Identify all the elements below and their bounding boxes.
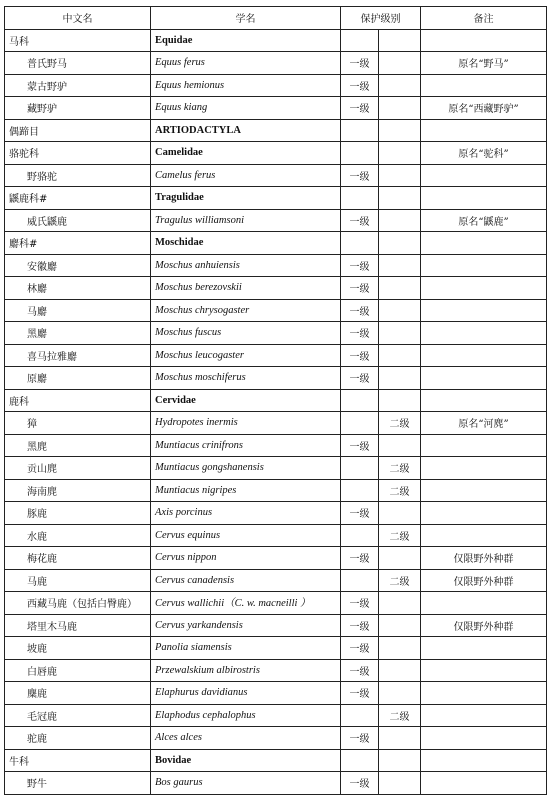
chinese-name-cell: 塔里木马鹿 <box>5 614 151 637</box>
scientific-name-text: Muntiacus nigripes <box>155 484 237 496</box>
level-two-cell <box>379 367 421 390</box>
header-remarks: 备注 <box>421 7 547 30</box>
remarks-cell: 仅限野外种群 <box>421 614 547 637</box>
remarks-cell <box>421 524 547 547</box>
chinese-name-cell: 喜马拉雅麝 <box>5 344 151 367</box>
scientific-name-cell <box>151 164 341 187</box>
level-two-cell <box>379 614 421 637</box>
level-two-cell <box>379 97 421 120</box>
remarks-cell <box>421 344 547 367</box>
chinese-name-cell: 鹿科 <box>5 389 151 412</box>
level-two-cell: 二级 <box>379 569 421 592</box>
scientific-name-text: Moschus chrysogaster <box>155 304 250 316</box>
remarks-cell <box>421 637 547 660</box>
scientific-name-cell <box>151 682 341 705</box>
level-one-cell: 一级 <box>341 164 379 187</box>
species-row <box>5 412 547 435</box>
scientific-name-cell <box>151 524 341 547</box>
species-row <box>5 659 547 682</box>
taxon-group-row <box>5 232 547 255</box>
scientific-name-text: Elaphurus davidianus <box>155 687 248 699</box>
remarks-cell <box>421 232 547 255</box>
scientific-name-cell <box>151 29 341 52</box>
level-two-cell <box>379 299 421 322</box>
species-row <box>5 772 547 795</box>
chinese-name-cell: 威氏鼷鹿 <box>5 209 151 232</box>
chinese-name-cell: 马鹿 <box>5 569 151 592</box>
scientific-name-cell <box>151 592 341 615</box>
remarks-cell <box>421 704 547 727</box>
scientific-name-cell <box>151 479 341 502</box>
level-two-cell <box>379 74 421 97</box>
chinese-name-cell: 驼鹿 <box>5 727 151 750</box>
chinese-name-cell: 马麝 <box>5 299 151 322</box>
scientific-name-cell <box>151 299 341 322</box>
species-row <box>5 479 547 502</box>
header-chinese-name: 中文名 <box>5 7 151 30</box>
species-row <box>5 614 547 637</box>
species-row <box>5 457 547 480</box>
chinese-name-cell: 坡鹿 <box>5 637 151 660</box>
species-row <box>5 704 547 727</box>
species-row <box>5 569 547 592</box>
species-row <box>5 322 547 345</box>
level-two-cell <box>379 254 421 277</box>
level-one-cell <box>341 479 379 502</box>
remarks-cell <box>421 187 547 210</box>
level-two-cell <box>379 389 421 412</box>
level-one-cell: 一级 <box>341 344 379 367</box>
scientific-name-text: Muntiacus gongshanensis <box>155 462 264 474</box>
level-two-cell: 二级 <box>379 457 421 480</box>
scientific-name-cell <box>151 569 341 592</box>
scientific-name-text: Moschus berezovskii <box>155 282 242 294</box>
level-one-cell: 一级 <box>341 367 379 390</box>
scientific-name-cell <box>151 457 341 480</box>
level-one-cell: 一级 <box>341 614 379 637</box>
scientific-name-cell <box>151 322 341 345</box>
chinese-name-cell: 梅花鹿 <box>5 547 151 570</box>
remarks-cell: 仅限野外种群 <box>421 569 547 592</box>
level-two-cell <box>379 344 421 367</box>
scientific-name-text: Equus ferus <box>155 57 205 69</box>
level-one-cell: 一级 <box>341 772 379 795</box>
scientific-name-text: Equus hemionus <box>155 79 225 91</box>
scientific-name-text: Cervus wallichii <box>155 598 225 610</box>
scientific-name-text: Moschus fuscus <box>155 327 222 339</box>
level-two-cell <box>379 209 421 232</box>
level-two-cell <box>379 277 421 300</box>
scientific-name-cell <box>151 232 341 255</box>
level-two-cell <box>379 727 421 750</box>
scientific-name-cell <box>151 74 341 97</box>
remarks-cell <box>421 592 547 615</box>
level-two-cell <box>379 659 421 682</box>
level-one-cell: 一级 <box>341 637 379 660</box>
level-one-cell <box>341 457 379 480</box>
scientific-name-cell <box>151 434 341 457</box>
level-one-cell: 一级 <box>341 682 379 705</box>
remarks-cell: 原名“野马” <box>421 52 547 75</box>
chinese-name-cell: 林麝 <box>5 277 151 300</box>
table-header <box>5 7 547 30</box>
remarks-cell <box>421 367 547 390</box>
level-two-cell <box>379 682 421 705</box>
chinese-name-cell: 鼷鹿科# <box>5 187 151 210</box>
scientific-name-cell <box>151 119 341 142</box>
chinese-name-cell: 黑麝 <box>5 322 151 345</box>
scientific-name-subspecies: （C. w. macneilli ） <box>224 598 311 610</box>
chinese-name-cell: 普氏野马 <box>5 52 151 75</box>
scientific-name-text: Bovidae <box>155 754 192 766</box>
scientific-name-text: Hydropotes inermis <box>155 417 238 429</box>
remarks-cell <box>421 29 547 52</box>
scientific-name-cell <box>151 772 341 795</box>
scientific-name-cell <box>151 254 341 277</box>
remarks-cell: 原名“驼科” <box>421 142 547 165</box>
chinese-name-cell: 毛冠鹿 <box>5 704 151 727</box>
remarks-cell <box>421 434 547 457</box>
remarks-cell: 原名“西藏野驴” <box>421 97 547 120</box>
level-one-cell: 一级 <box>341 502 379 525</box>
level-two-cell <box>379 637 421 660</box>
chinese-name-cell: 海南麂 <box>5 479 151 502</box>
chinese-name-cell: 豚鹿 <box>5 502 151 525</box>
scientific-name-text: Cervus canadensis <box>155 574 235 586</box>
header-protection-level: 保护级别 <box>341 7 421 30</box>
scientific-name-cell <box>151 344 341 367</box>
scientific-name-text: Cervus yarkandensis <box>155 619 243 631</box>
level-one-cell: 一级 <box>341 277 379 300</box>
species-row <box>5 592 547 615</box>
species-row <box>5 164 547 187</box>
scientific-name-cell <box>151 547 341 570</box>
scientific-name-cell <box>151 142 341 165</box>
chinese-name-cell: 马科 <box>5 29 151 52</box>
level-one-cell <box>341 119 379 142</box>
taxon-group-row <box>5 29 547 52</box>
scientific-name-cell <box>151 187 341 210</box>
remarks-cell <box>421 727 547 750</box>
level-one-cell: 一级 <box>341 322 379 345</box>
remarks-cell <box>421 457 547 480</box>
scientific-name-text: Moschus anhuiensis <box>155 259 240 271</box>
remarks-cell <box>421 682 547 705</box>
taxon-group-row <box>5 389 547 412</box>
level-two-cell <box>379 119 421 142</box>
level-two-cell <box>379 772 421 795</box>
species-row <box>5 727 547 750</box>
species-row <box>5 524 547 547</box>
species-row <box>5 97 547 120</box>
level-one-cell: 一级 <box>341 727 379 750</box>
scientific-name-cell <box>151 97 341 120</box>
scientific-name-cell <box>151 52 341 75</box>
remarks-cell: 仅限野外种群 <box>421 547 547 570</box>
chinese-name-cell: 蒙古野驴 <box>5 74 151 97</box>
scientific-name-text: Equidae <box>155 34 193 46</box>
scientific-name-cell <box>151 727 341 750</box>
chinese-name-cell: 麝科# <box>5 232 151 255</box>
remarks-cell <box>421 502 547 525</box>
species-row <box>5 434 547 457</box>
scientific-name-cell <box>151 209 341 232</box>
taxon-group-row <box>5 749 547 772</box>
table-body <box>5 29 547 794</box>
chinese-name-cell: 原麝 <box>5 367 151 390</box>
remarks-cell: 原名“河麂” <box>421 412 547 435</box>
level-two-cell <box>379 322 421 345</box>
level-two-cell <box>379 142 421 165</box>
remarks-cell <box>421 164 547 187</box>
scientific-name-cell <box>151 614 341 637</box>
remarks-cell <box>421 479 547 502</box>
chinese-name-cell: 牛科 <box>5 749 151 772</box>
level-one-cell: 一级 <box>341 74 379 97</box>
scientific-name-cell <box>151 659 341 682</box>
level-one-cell: 一级 <box>341 659 379 682</box>
species-row <box>5 74 547 97</box>
level-one-cell: 一级 <box>341 434 379 457</box>
taxon-group-row <box>5 142 547 165</box>
chinese-name-cell: 贡山麂 <box>5 457 151 480</box>
remarks-cell <box>421 389 547 412</box>
remarks-cell <box>421 277 547 300</box>
level-one-cell <box>341 704 379 727</box>
level-two-cell <box>379 29 421 52</box>
remarks-cell <box>421 322 547 345</box>
level-two-cell: 二级 <box>379 479 421 502</box>
species-row <box>5 209 547 232</box>
scientific-name-text: Camelidae <box>155 147 203 159</box>
chinese-name-cell: 西藏马鹿（包括白臀鹿） <box>5 592 151 615</box>
scientific-name-cell <box>151 277 341 300</box>
level-one-cell: 一级 <box>341 254 379 277</box>
level-one-cell <box>341 569 379 592</box>
scientific-name-text: Camelus ferus <box>155 169 216 181</box>
level-two-cell <box>379 187 421 210</box>
chinese-name-cell: 骆驼科 <box>5 142 151 165</box>
taxon-group-row <box>5 119 547 142</box>
chinese-name-cell: 野牛 <box>5 772 151 795</box>
remarks-cell <box>421 299 547 322</box>
scientific-name-cell <box>151 502 341 525</box>
scientific-name-cell <box>151 749 341 772</box>
species-row <box>5 502 547 525</box>
scientific-name-text: Bos gaurus <box>155 777 203 789</box>
scientific-name-text: Muntiacus crinifrons <box>155 439 243 451</box>
scientific-name-cell <box>151 367 341 390</box>
species-protection-table <box>4 6 547 795</box>
chinese-name-cell: 偶蹄目 <box>5 119 151 142</box>
scientific-name-text: Equus kiang <box>155 102 208 114</box>
chinese-name-cell: 藏野驴 <box>5 97 151 120</box>
scientific-name-text: Elaphodus cephalophus <box>155 709 256 721</box>
species-row <box>5 682 547 705</box>
chinese-name-cell: 獐 <box>5 412 151 435</box>
scientific-name-text: Tragulus williamsoni <box>155 214 244 226</box>
remarks-cell <box>421 119 547 142</box>
level-two-cell <box>379 547 421 570</box>
scientific-name-cell <box>151 637 341 660</box>
level-one-cell <box>341 524 379 547</box>
level-one-cell <box>341 187 379 210</box>
level-one-cell <box>341 142 379 165</box>
species-row <box>5 277 547 300</box>
level-one-cell: 一级 <box>341 209 379 232</box>
scientific-name-text: Axis porcinus <box>155 507 213 519</box>
level-two-cell <box>379 434 421 457</box>
remarks-cell <box>421 659 547 682</box>
level-one-cell <box>341 29 379 52</box>
chinese-name-cell: 白唇鹿 <box>5 659 151 682</box>
header-scientific-name: 学名 <box>151 7 341 30</box>
remarks-cell <box>421 254 547 277</box>
level-one-cell <box>341 749 379 772</box>
chinese-name-cell: 麋鹿 <box>5 682 151 705</box>
scientific-name-cell <box>151 704 341 727</box>
scientific-name-cell <box>151 412 341 435</box>
chinese-name-cell: 黑麂 <box>5 434 151 457</box>
level-one-cell <box>341 412 379 435</box>
remarks-cell <box>421 749 547 772</box>
level-one-cell <box>341 389 379 412</box>
scientific-name-text: Cervus nippon <box>155 552 217 564</box>
species-row <box>5 547 547 570</box>
species-row <box>5 299 547 322</box>
scientific-name-text: Panolia siamensis <box>155 642 232 654</box>
level-one-cell: 一级 <box>341 299 379 322</box>
taxon-group-row <box>5 187 547 210</box>
scientific-name-text: ARTIODACTYLA <box>155 124 241 136</box>
remarks-cell <box>421 772 547 795</box>
remarks-cell <box>421 74 547 97</box>
scientific-name-cell <box>151 389 341 412</box>
scientific-name-text: Przewalskium albirostris <box>155 664 260 676</box>
chinese-name-cell: 水鹿 <box>5 524 151 547</box>
scientific-name-text: Tragulidae <box>155 192 204 204</box>
level-two-cell: 二级 <box>379 412 421 435</box>
level-one-cell <box>341 232 379 255</box>
species-row <box>5 344 547 367</box>
species-row <box>5 52 547 75</box>
level-two-cell <box>379 502 421 525</box>
level-two-cell: 二级 <box>379 704 421 727</box>
level-two-cell <box>379 592 421 615</box>
level-two-cell <box>379 164 421 187</box>
scientific-name-text: Moschus leucogaster <box>155 349 244 361</box>
chinese-name-cell: 野骆驼 <box>5 164 151 187</box>
species-row <box>5 254 547 277</box>
species-row <box>5 367 547 390</box>
level-one-cell: 一级 <box>341 97 379 120</box>
level-one-cell: 一级 <box>341 547 379 570</box>
level-two-cell <box>379 232 421 255</box>
level-two-cell: 二级 <box>379 524 421 547</box>
scientific-name-text: Cervidae <box>155 394 196 406</box>
level-two-cell <box>379 52 421 75</box>
level-one-cell: 一级 <box>341 592 379 615</box>
level-two-cell <box>379 749 421 772</box>
scientific-name-text: Moschus moschiferus <box>155 372 246 384</box>
species-row <box>5 637 547 660</box>
scientific-name-text: Moschidae <box>155 237 204 249</box>
chinese-name-cell: 安徽麝 <box>5 254 151 277</box>
level-one-cell: 一级 <box>341 52 379 75</box>
scientific-name-text: Cervus equinus <box>155 529 221 541</box>
remarks-cell: 原名“鼷鹿” <box>421 209 547 232</box>
scientific-name-text: Alces alces <box>155 732 202 744</box>
